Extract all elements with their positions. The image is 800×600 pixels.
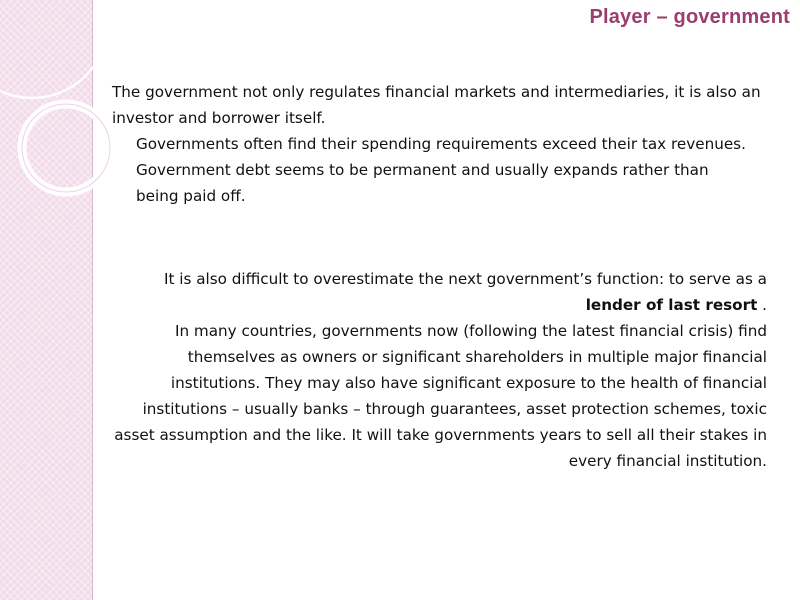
paragraph-government-role [112, 79, 767, 209]
slide-title: Player – government [589, 6, 790, 28]
emphasis-term: lender of last resort [585, 296, 758, 314]
paragraph-detail: Governments often find their spending requirements exceed their tax revenues. Government debt seems to be permanent and usually expands rather than being paid off. [136, 135, 746, 205]
intro-text: It is also difficult to overestimate the next government’s function: to serve as a [163, 270, 767, 288]
intro-end: . [757, 296, 767, 314]
paragraph-lead: The government not only regulates financial markets and intermediaries, it is also an investor and borrower itself. [112, 83, 761, 127]
paragraph-body: In many countries, governments now (following the latest financial crisis) find themselves as owners or significant shareholders in multiple major financial institutions. They may also have significant exposure to the health of financial institutions – usually banks – through guarantees, asset protection schemes, toxic asset assumption and the like. It will take governments years to sell all their stakes in every financial institution. [114, 322, 767, 470]
paragraph-lender-of-last-resort [112, 266, 767, 474]
decorative-sidebar [0, 0, 93, 600]
paragraph-intro [112, 266, 767, 318]
